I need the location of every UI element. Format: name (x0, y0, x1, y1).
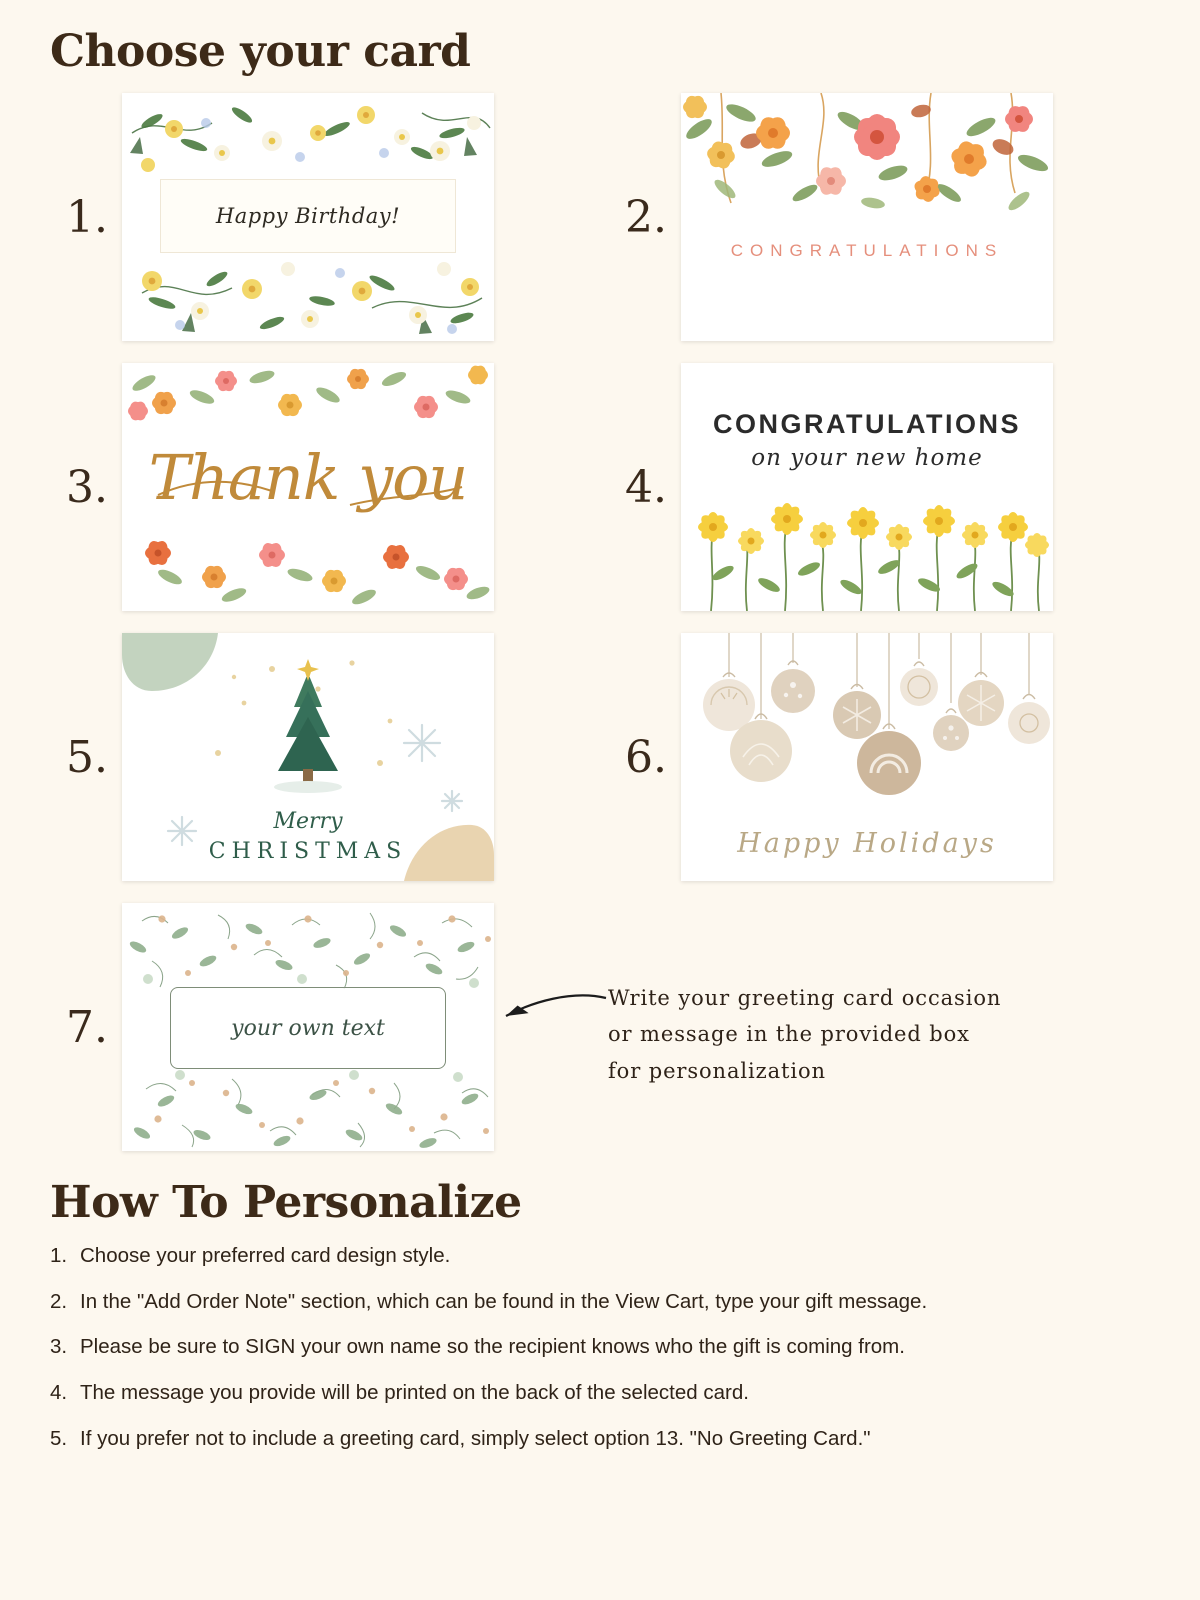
annotation-line-2: or message in the provided box (608, 1022, 970, 1047)
card-preview-happy-birthday[interactable] (122, 93, 494, 341)
card-option-6[interactable] (605, 633, 1154, 881)
card-option-5[interactable] (46, 633, 595, 881)
page-title-choose-your-card: Choose your card (50, 26, 471, 77)
card-2-artwork (681, 93, 1053, 341)
card-4-label-line1: CONGRATULATIONS (713, 409, 1021, 439)
card-option-3[interactable] (46, 363, 595, 611)
card-7-label: your own text (231, 1015, 385, 1041)
card-1-text-band (160, 179, 456, 253)
annotation-personalization (608, 985, 1128, 1094)
card-number-2: 2. (625, 191, 667, 243)
card-preview-your-own-text[interactable] (122, 903, 494, 1151)
list-item: Please be sure to SIGN your own name so the recipient knows who the gift is coming from. (80, 1335, 905, 1359)
card-number-3: 3. (66, 461, 108, 513)
page-title-how-to-personalize: How To Personalize (50, 1177, 522, 1228)
card-option-1[interactable] (46, 93, 595, 341)
card-option-2[interactable] (605, 93, 1154, 341)
card-7-text-box[interactable] (170, 987, 446, 1069)
card-option-4[interactable] (605, 363, 1154, 611)
card-preview-thank-you[interactable] (122, 363, 494, 611)
list-item: Choose your preferred card design style. (80, 1244, 451, 1267)
card-number-4: 4. (625, 461, 667, 513)
card-preview-congratulations[interactable] (681, 93, 1053, 341)
card-number-7: 7. (66, 1001, 108, 1053)
annotation-line-1: Write your greeting card occasion (608, 986, 1002, 1010)
list-item: In the "Add Order Note" section, which can be found in the View Cart, type your gift message. (80, 1289, 928, 1313)
annotation-line-3: for personalization (608, 1058, 826, 1083)
card-4-artwork (681, 363, 1053, 611)
card-2-label: CONGRATULATIONS (730, 241, 1004, 260)
card-number-1: 1. (66, 191, 108, 243)
pointer-arrow-icon (492, 986, 612, 1046)
card-4-label-line2: on your new home (751, 445, 983, 471)
card-1-label: Happy Birthday! (215, 204, 401, 228)
card-6-label: Happy Holidays (737, 828, 997, 859)
card-number-5: 5. (66, 731, 108, 783)
card-3-label: Thank you (148, 441, 468, 514)
card-preview-new-home[interactable] (681, 363, 1053, 611)
card-5-label-line2: CHRISTMAS (208, 839, 408, 864)
list-item: The message you provide will be printed on the back of the selected card. (80, 1381, 749, 1405)
card-preview-merry-christmas[interactable] (122, 633, 494, 881)
list-item: If you prefer not to include a greeting card, simply select option 13. "No Greeting Card." (80, 1426, 871, 1450)
personalize-steps-list (46, 1242, 1154, 1452)
card-preview-happy-holidays[interactable] (681, 633, 1053, 881)
card-number-6: 6. (625, 731, 667, 783)
card-5-label-line1: Merry (273, 809, 343, 834)
